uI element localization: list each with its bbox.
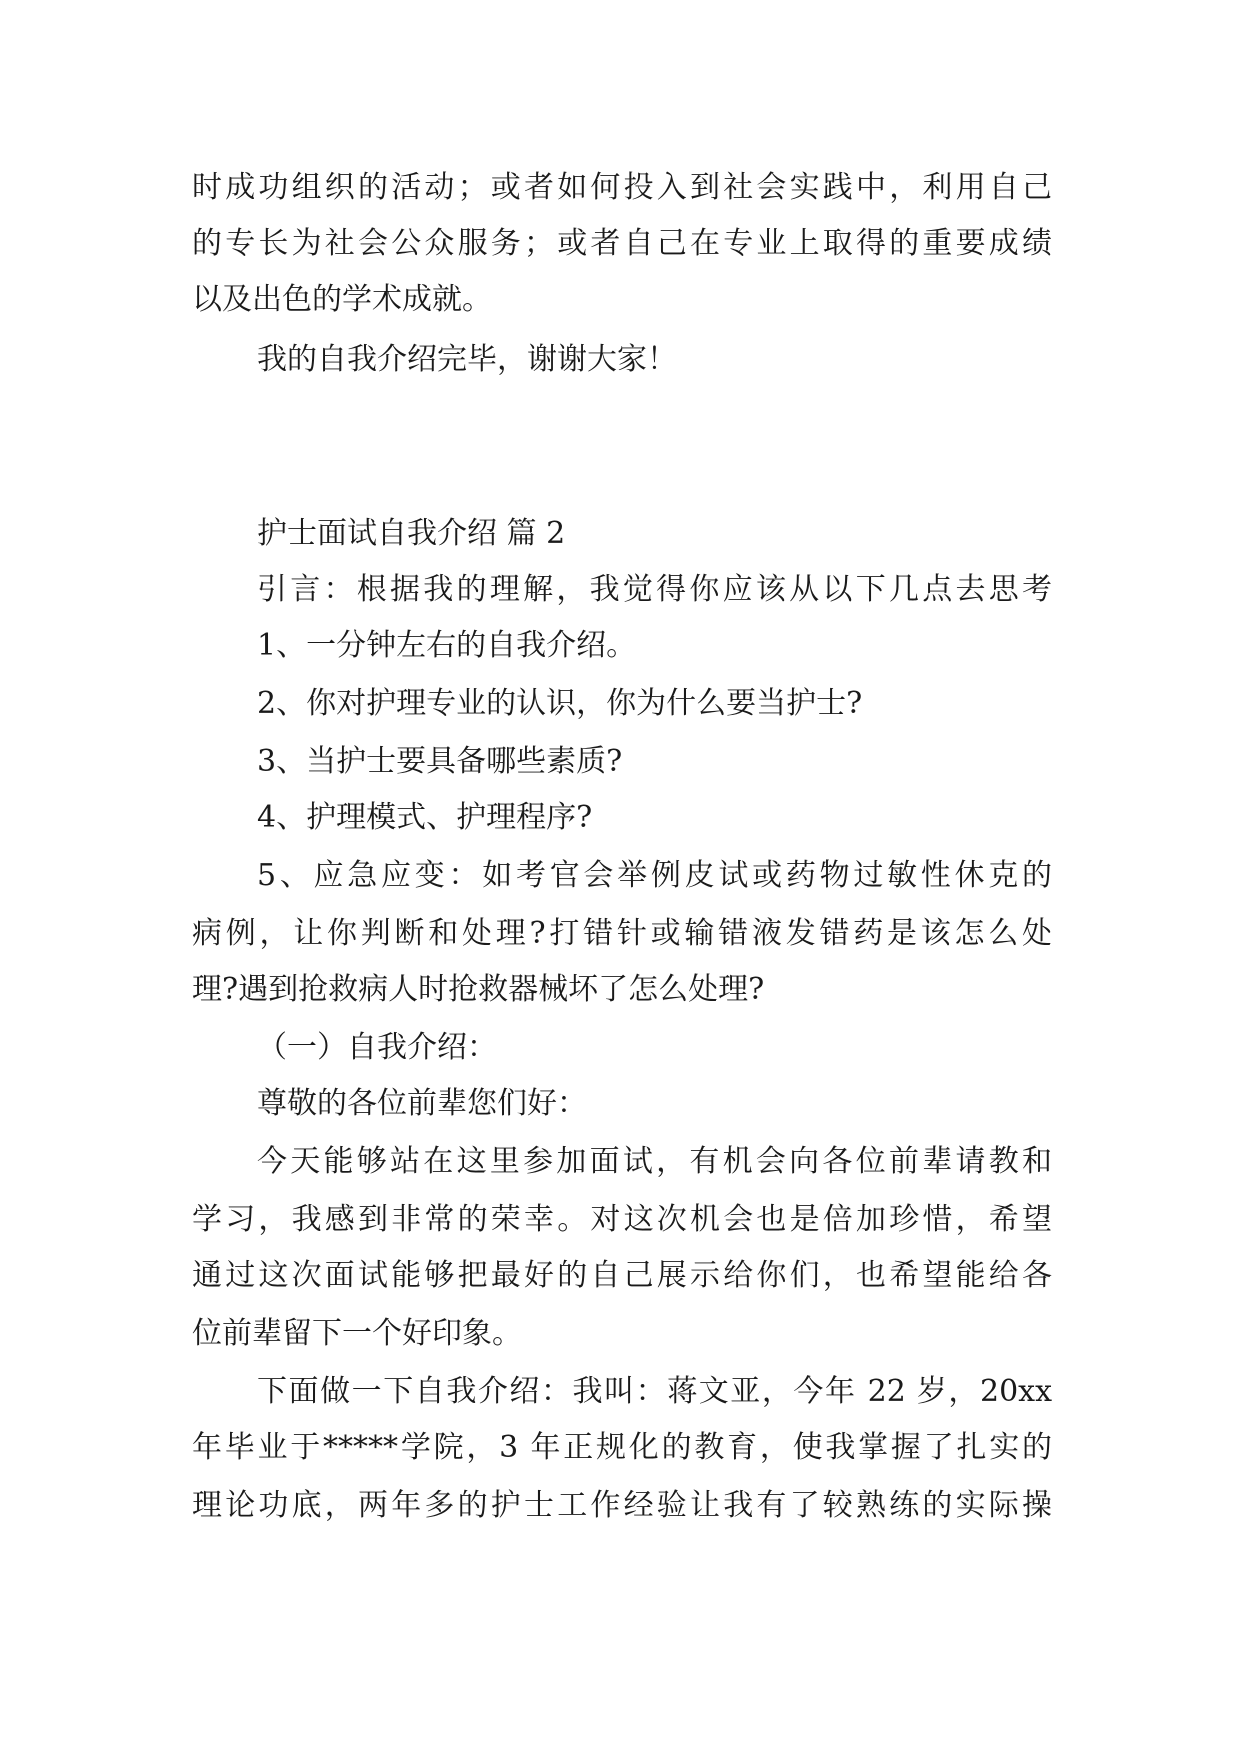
paragraph-line: 年毕业于*****学院，3 年正规化的教育，使我掌握了扎实的 [192,1430,1052,1465]
paragraph-line: 位前辈留下一个好印象。 [192,1316,522,1351]
paragraph-line: 理?遇到抢救病人时抢救器械坏了怎么处理? [192,972,765,1007]
paragraph-line: 我的自我介绍完毕，谢谢大家！ [257,342,677,377]
paragraph-line: 的专长为社会公众服务；或者自己在专业上取得的重要成绩 [192,226,1052,261]
paragraph-line: 引言：根据我的理解，我觉得你应该从以下几点去思考 [257,572,1052,607]
paragraph-line: 理论功底，两年多的护士工作经验让我有了较熟练的实际操 [192,1488,1052,1523]
paragraph-line: 以及出色的学术成就。 [192,282,492,317]
paragraph-line: 尊敬的各位前辈您们好： [257,1086,587,1121]
list-item: 1、一分钟左右的自我介绍。 [257,628,637,663]
paragraph-line: 病例，让你判断和处理?打错针或输错液发错药是该怎么处 [192,916,1052,951]
paragraph-line: 下面做一下自我介绍：我叫：蒋文亚，今年 22 岁，20xx [257,1374,1052,1409]
paragraph-line: 时成功组织的活动；或者如何投入到社会实践中，利用自己 [192,170,1052,205]
subheading: （一）自我介绍： [257,1030,497,1065]
list-item: 2、你对护理专业的认识，你为什么要当护士? [257,686,863,721]
paragraph-line: 通过这次面试能够把最好的自己展示给你们，也希望能给各 [192,1258,1052,1293]
list-item: 4、护理模式、护理程序? [257,800,593,835]
paragraph-line: 今天能够站在这里参加面试，有机会向各位前辈请教和 [257,1144,1052,1179]
list-item: 3、当护士要具备哪些素质? [257,744,623,779]
section-heading: 护士面试自我介绍 篇 2 [257,516,566,551]
paragraph-line: 学习，我感到非常的荣幸。对这次机会也是倍加珍惜，希望 [192,1202,1052,1237]
list-item: 5、应急应变：如考官会举例皮试或药物过敏性休克的 [257,858,1052,893]
